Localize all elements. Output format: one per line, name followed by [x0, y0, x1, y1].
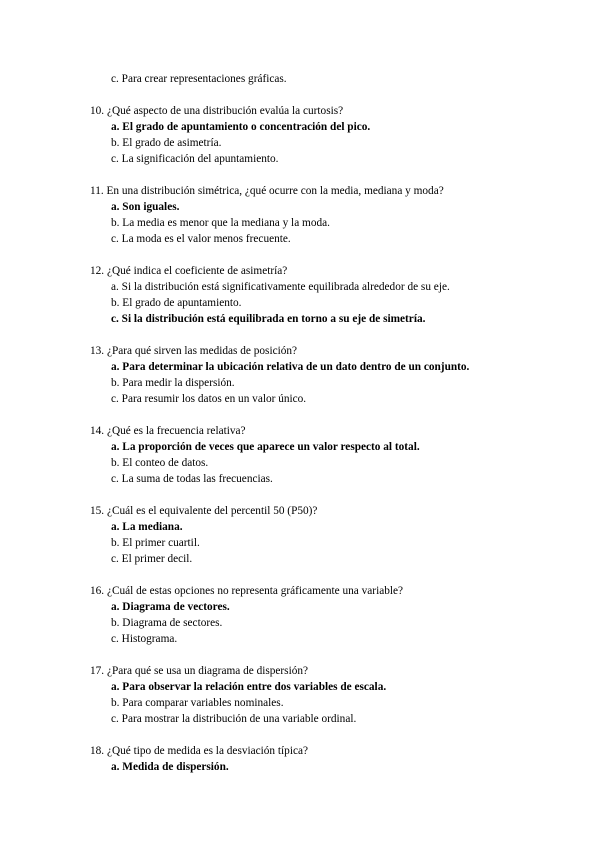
correct-answer-option: a. El grado de apuntamiento o concentración del pico. — [111, 121, 371, 133]
question-text: 17. ¿Para qué se usa un diagrama de dispersión? — [90, 665, 309, 677]
question-text: 18. ¿Qué tipo de medida es la desviación típica? — [90, 745, 309, 757]
question-text: 14. ¿Qué es la frecuencia relativa? — [90, 425, 246, 437]
correct-answer-option: a. La mediana. — [111, 521, 183, 533]
question-block — [90, 423, 560, 487]
question-text: 12. ¿Qué indica el coeficiente de asimetría? — [90, 265, 288, 277]
answer-option: b. El primer cuartil. — [111, 537, 200, 549]
answer-option: b. Para comparar variables nominales. — [111, 697, 284, 709]
answer-option: a. Si la distribución está significativamente equilibrada alrededor de su eje. — [111, 281, 450, 293]
answer-option: c. La moda es el valor menos frecuente. — [111, 233, 291, 245]
correct-answer-option: a. Diagrama de vectores. — [111, 601, 230, 613]
question-text: 16. ¿Cuál de estas opciones no representa gráficamente una variable? — [90, 585, 404, 597]
answer-option: b. Para medir la dispersión. — [111, 377, 235, 389]
continued-option: c. Para crear representaciones gráficas. — [111, 73, 287, 85]
answer-option: c. Para resumir los datos en un valor único. — [111, 393, 307, 405]
correct-answer-option: a. La proporción de veces que aparece un valor respecto al total. — [111, 441, 420, 453]
question-text: 11. En una distribución simétrica, ¿qué ocurre con la media, mediana y moda? — [90, 185, 444, 197]
answer-option: b. La media es menor que la mediana y la moda. — [111, 217, 330, 229]
correct-answer-option: c. Si la distribución está equilibrada en torno a su eje de simetría. — [111, 313, 426, 325]
correct-answer-option: a. Para determinar la ubicación relativa de un dato dentro de un conjunto. — [111, 361, 470, 373]
correct-answer-option: a. Son iguales. — [111, 201, 180, 213]
answer-option: c. Para mostrar la distribución de una variable ordinal. — [111, 713, 357, 725]
answer-option: c. La significación del apuntamiento. — [111, 153, 279, 165]
answer-option: c. Histograma. — [111, 633, 178, 645]
answer-option: c. El primer decil. — [111, 553, 193, 565]
question-block — [90, 663, 560, 727]
question-block — [90, 743, 560, 775]
correct-answer-option: a. Medida de dispersión. — [111, 761, 229, 773]
question-block — [90, 183, 560, 247]
answer-option: b. El conteo de datos. — [111, 457, 209, 469]
question-block — [90, 503, 560, 567]
answer-option: b. El grado de asimetría. — [111, 137, 222, 149]
correct-answer-option: a. Para observar la relación entre dos variables de escala. — [111, 681, 387, 693]
question-text: 13. ¿Para qué sirven las medidas de posición? — [90, 345, 298, 357]
answer-option: b. Diagrama de sectores. — [111, 617, 223, 629]
question-text: 15. ¿Cuál es el equivalente del percentil 50 (P50)? — [90, 505, 318, 517]
question-text: 10. ¿Qué aspecto de una distribución evalúa la curtosis? — [90, 105, 344, 117]
question-block — [90, 583, 560, 647]
question-block — [90, 343, 560, 407]
answer-option: c. La suma de todas las frecuencias. — [111, 473, 273, 485]
answer-option: b. El grado de apuntamiento. — [111, 297, 242, 309]
question-block — [90, 103, 560, 167]
question-block — [90, 263, 560, 327]
